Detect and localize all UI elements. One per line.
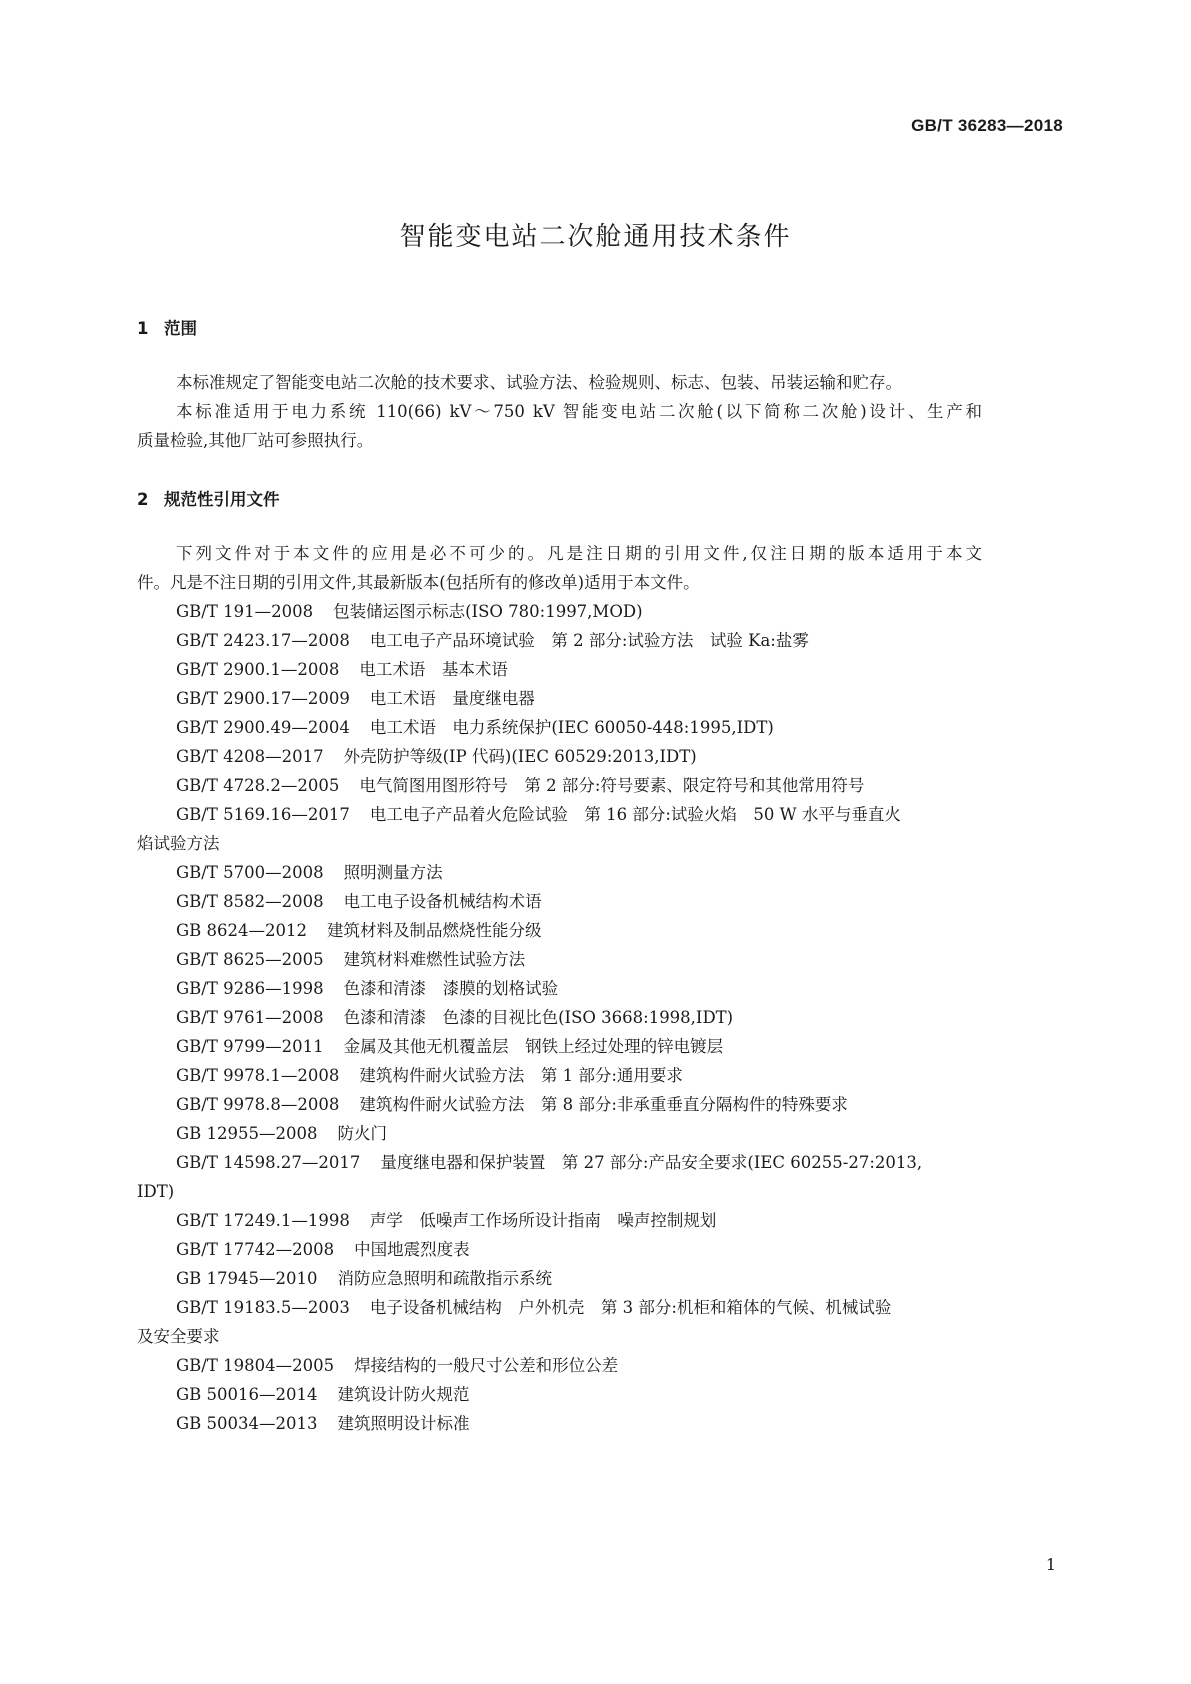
reference-code: GB/T 5700—2008 bbox=[176, 863, 324, 882]
reference-code: GB/T 191—2008 bbox=[176, 602, 314, 621]
reference-title: 电气简图用图形符号 第 2 部分:符号要素、限定符号和其他常用符号 bbox=[359, 776, 865, 795]
reference-code: GB 17945—2010 bbox=[176, 1269, 318, 1288]
intro-line-1: 下列文件对于本文件的应用是必不可少的。凡是注日期的引用文件,仅注日期的版本适用于本文 bbox=[176, 544, 982, 563]
reference-code: GB/T 9761—2008 bbox=[176, 1008, 324, 1027]
reference-code: GB 12955—2008 bbox=[176, 1124, 318, 1143]
reference-item bbox=[176, 1380, 470, 1410]
reference-code: GB/T 19183.5—2003 bbox=[176, 1298, 350, 1317]
reference-title: 照明测量方法 bbox=[343, 863, 443, 882]
section-number: 1 bbox=[137, 319, 149, 338]
reference-title: 防火门 bbox=[337, 1124, 388, 1143]
reference-item bbox=[176, 1032, 723, 1062]
reference-code: GB/T 14598.27—2017 bbox=[176, 1153, 361, 1172]
reference-item bbox=[176, 684, 535, 714]
reference-item bbox=[176, 1235, 470, 1265]
reference-title: 电工术语 电力系统保护(IEC 60050-448:1995,IDT) bbox=[369, 718, 774, 737]
reference-code: GB/T 2900.49—2004 bbox=[176, 718, 350, 737]
reference-item bbox=[176, 887, 542, 917]
reference-code: GB/T 5169.16—2017 bbox=[176, 805, 350, 824]
reference-continuation: 焰试验方法 bbox=[137, 834, 220, 853]
reference-title: 焊接结构的一般尺寸公差和形位公差 bbox=[354, 1356, 619, 1375]
reference-code: GB/T 9978.8—2008 bbox=[176, 1095, 340, 1114]
reference-title: 电工术语 基本术语 bbox=[359, 660, 508, 679]
scope-line-3: 质量检验,其他厂站可参照执行。 bbox=[137, 431, 374, 450]
intro-line-2: 件。凡是不注日期的引用文件,其最新版本(包括所有的修改单)适用于本文件。 bbox=[137, 573, 700, 592]
reference-item bbox=[176, 916, 542, 946]
standard-code: GB/T 36283—2018 bbox=[911, 116, 1063, 135]
reference-item bbox=[176, 1409, 470, 1439]
reference-code: GB/T 19804—2005 bbox=[176, 1356, 335, 1375]
reference-item bbox=[176, 1206, 716, 1236]
reference-item bbox=[176, 597, 643, 627]
reference-title: 建筑照明设计标准 bbox=[337, 1414, 470, 1433]
reference-title: 电工术语 量度继电器 bbox=[369, 689, 535, 708]
reference-title: 建筑构件耐火试验方法 第 1 部分:通用要求 bbox=[359, 1066, 683, 1085]
reference-code: GB/T 2900.1—2008 bbox=[176, 660, 340, 679]
reference-title: 量度继电器和保护装置 第 27 部分:产品安全要求(IEC 60255-27:2013, bbox=[380, 1153, 923, 1172]
reference-code: GB/T 4728.2—2005 bbox=[176, 776, 340, 795]
reference-code: GB/T 17249.1—1998 bbox=[176, 1211, 350, 1230]
reference-title: 电工电子设备机械结构术语 bbox=[343, 892, 542, 911]
reference-item bbox=[176, 1148, 922, 1178]
reference-item bbox=[176, 1293, 891, 1323]
reference-code: GB/T 8582—2008 bbox=[176, 892, 324, 911]
reference-title: 建筑材料及制品燃烧性能分级 bbox=[327, 921, 542, 940]
reference-title: 金属及其他无机覆盖层 钢铁上经过处理的锌电镀层 bbox=[343, 1037, 724, 1056]
reference-title: 声学 低噪声工作场所设计指南 噪声控制规划 bbox=[369, 1211, 717, 1230]
reference-item bbox=[176, 945, 525, 975]
reference-title: 消防应急照明和疏散指示系统 bbox=[337, 1269, 553, 1288]
reference-code: GB 50034—2013 bbox=[176, 1414, 318, 1433]
reference-title: 电工电子产品着火危险试验 第 16 部分:试验火焰 50 W 水平与垂直火 bbox=[369, 805, 901, 824]
reference-title: 中国地震烈度表 bbox=[354, 1240, 470, 1259]
reference-code: GB 8624—2012 bbox=[176, 921, 308, 940]
reference-code: GB/T 9978.1—2008 bbox=[176, 1066, 340, 1085]
reference-title: 包装储运图示标志(ISO 780:1997,MOD) bbox=[333, 602, 643, 621]
reference-code: GB/T 2900.17—2009 bbox=[176, 689, 350, 708]
reference-item bbox=[176, 1003, 733, 1033]
section-1-heading bbox=[137, 315, 197, 339]
section-2-heading bbox=[137, 486, 280, 510]
reference-item bbox=[176, 800, 901, 830]
reference-title: 建筑构件耐火试验方法 第 8 部分:非承重垂直分隔构件的特殊要求 bbox=[359, 1095, 848, 1114]
reference-item bbox=[176, 1351, 618, 1381]
reference-item bbox=[176, 1119, 387, 1149]
reference-code: GB/T 2423.17—2008 bbox=[176, 631, 350, 650]
reference-item bbox=[176, 713, 774, 743]
reference-title: 外壳防护等级(IP 代码)(IEC 60529:2013,IDT) bbox=[343, 747, 697, 766]
reference-title: 电子设备机械结构 户外机壳 第 3 部分:机柜和箱体的气候、机械试验 bbox=[369, 1298, 892, 1317]
reference-title: 建筑设计防火规范 bbox=[337, 1385, 470, 1404]
reference-item bbox=[176, 626, 809, 656]
reference-title: 建筑材料难燃性试验方法 bbox=[343, 950, 526, 969]
section-number: 2 bbox=[137, 490, 149, 509]
reference-code: GB/T 8625—2005 bbox=[176, 950, 324, 969]
reference-code: GB/T 4208—2017 bbox=[176, 747, 324, 766]
reference-title: 色漆和清漆 漆膜的划格试验 bbox=[343, 979, 559, 998]
reference-title: 电工电子产品环境试验 第 2 部分:试验方法 试验 Ka:盐雾 bbox=[369, 631, 809, 650]
reference-item bbox=[176, 1264, 552, 1294]
reference-title: 色漆和清漆 色漆的目视比色(ISO 3668:1998,IDT) bbox=[343, 1008, 734, 1027]
scope-line-1: 本标准规定了智能变电站二次舱的技术要求、试验方法、检验规则、标志、包装、吊装运输和贮存。 bbox=[176, 373, 902, 392]
reference-code: GB/T 9799—2011 bbox=[176, 1037, 324, 1056]
reference-item bbox=[176, 771, 864, 801]
reference-item bbox=[176, 858, 443, 888]
reference-item bbox=[176, 742, 697, 772]
reference-item bbox=[176, 1090, 848, 1120]
reference-code: GB/T 17742—2008 bbox=[176, 1240, 335, 1259]
reference-continuation: IDT) bbox=[137, 1182, 175, 1201]
document-title: 智能变电站二次舱通用技术条件 bbox=[399, 222, 792, 252]
section-title: 范围 bbox=[164, 319, 197, 338]
reference-continuation: 及安全要求 bbox=[137, 1327, 220, 1346]
page-number: 1 bbox=[1045, 1555, 1056, 1574]
reference-item bbox=[176, 974, 558, 1004]
reference-item bbox=[176, 1061, 683, 1091]
reference-code: GB/T 9286—1998 bbox=[176, 979, 324, 998]
section-title: 规范性引用文件 bbox=[164, 490, 280, 509]
reference-item bbox=[176, 655, 508, 685]
reference-code: GB 50016—2014 bbox=[176, 1385, 318, 1404]
scope-line-2: 本标准适用于电力系统 110(66) kV～750 kV 智能变电站二次舱(以下简称二次舱)设计、生产和 bbox=[176, 402, 982, 421]
